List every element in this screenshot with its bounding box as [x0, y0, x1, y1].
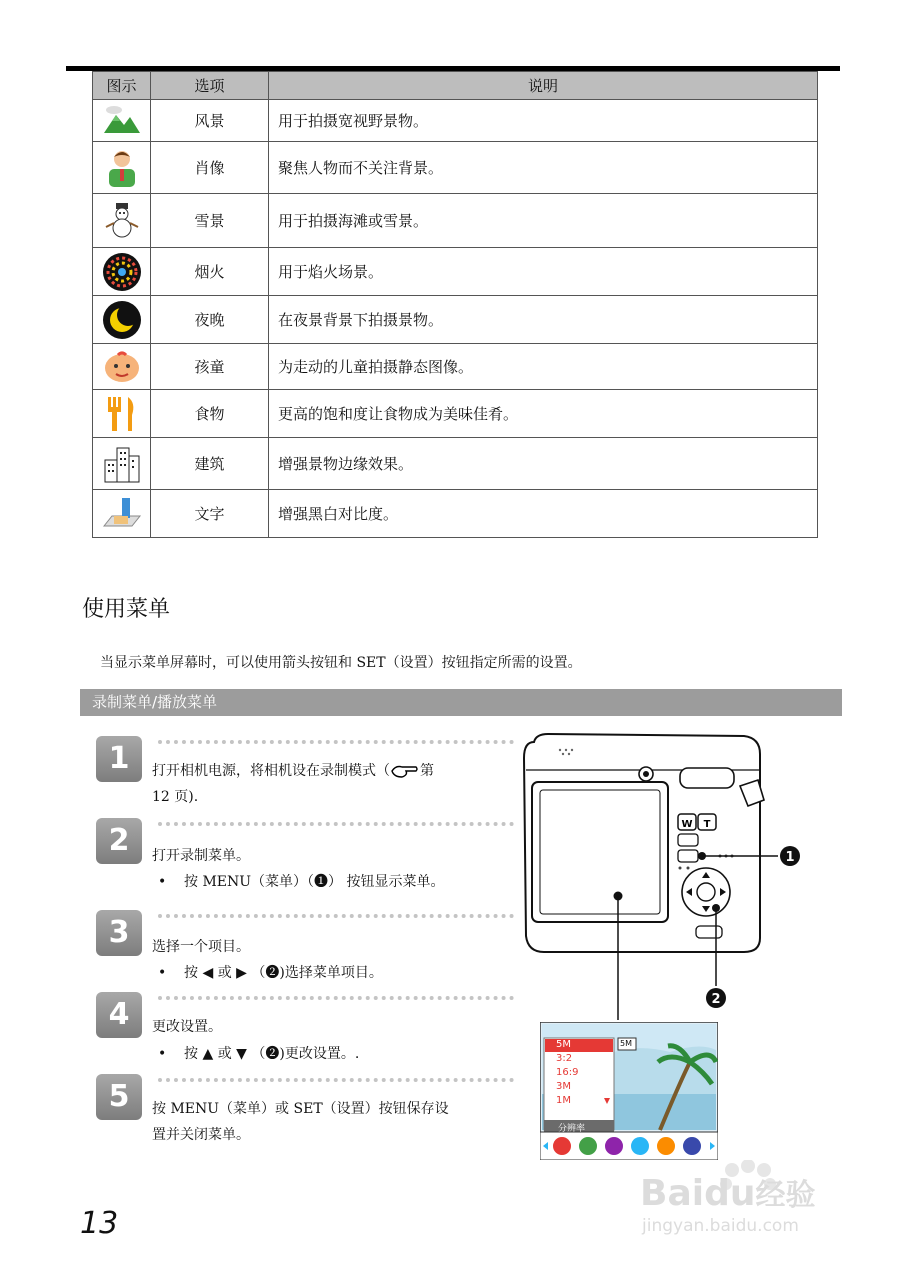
menu-option-3m[interactable]: 3M	[556, 1081, 571, 1092]
intro-paragraph: 当显示菜单屏幕时，可以使用箭头按钮和 SET（设置）按钮指定所需的设置。	[100, 655, 582, 671]
resolution-badge: 5M	[620, 1039, 632, 1048]
pointing-hand-icon	[390, 763, 420, 779]
table-header-row	[93, 72, 818, 100]
scene-table	[92, 71, 818, 538]
option-label: 雪景	[151, 194, 269, 248]
option-label: 建筑	[151, 438, 269, 490]
kids-icon	[102, 350, 142, 384]
table-row	[93, 296, 818, 344]
dotted-divider	[158, 996, 514, 1000]
step-bullet: 按 MENU（菜单）（❶） 按钮显示菜单。	[184, 874, 445, 890]
menu-option-3-2[interactable]: 3:2	[556, 1053, 573, 1064]
step-number: 3	[96, 910, 142, 956]
camera-illustration	[520, 730, 820, 1020]
option-label: 烟火	[151, 248, 269, 296]
watermark-url: jingyan.baidu.com	[642, 1216, 799, 1236]
table-row	[93, 194, 818, 248]
table-row	[93, 490, 818, 538]
table-row	[93, 142, 818, 194]
down-arrow-icon: ▼	[236, 1046, 247, 1062]
menu-option-1m[interactable]: 1M	[556, 1095, 571, 1106]
up-arrow-icon: ▲	[202, 1046, 214, 1062]
option-description: 为走动的儿童拍摄静态图像。	[269, 344, 818, 390]
dotted-divider	[158, 740, 514, 744]
table-row	[93, 438, 818, 490]
step-text-cont: 12 页).	[152, 789, 199, 805]
lcd-menu-screen	[540, 1022, 718, 1164]
option-description: 用于拍摄宽视野景物。	[269, 100, 818, 142]
step-text: 选择一个项目。	[152, 939, 250, 955]
menu-option-16-9[interactable]: 16:9	[556, 1067, 579, 1078]
option-label: 风景	[151, 100, 269, 142]
step-number: 4	[96, 992, 142, 1038]
food-icon	[104, 395, 140, 433]
header-option-col: 选项	[151, 72, 269, 100]
step-number: 5	[96, 1074, 142, 1120]
option-description: 用于焰火场景。	[269, 248, 818, 296]
dotted-divider	[158, 822, 514, 826]
step-text: 按 MENU（菜单）或 SET（设置）按钮保存设	[152, 1101, 449, 1117]
table-row	[93, 100, 818, 142]
table-row	[93, 344, 818, 390]
bullet-text-pre: 按	[184, 965, 198, 981]
bullet-text-post: （❷)选择菜单项目。	[251, 965, 383, 981]
header-icon-col: 图示	[93, 72, 151, 100]
text-icon	[102, 496, 142, 532]
baidu-watermark	[636, 1160, 850, 1244]
bullet-text-or: 或	[217, 1046, 232, 1062]
dotted-divider	[158, 1078, 514, 1082]
left-arrow-icon: ◀	[202, 965, 214, 981]
zoom-w-label: W	[681, 819, 693, 830]
step-4	[96, 992, 516, 1072]
option-label: 文字	[151, 490, 269, 538]
step-2	[96, 818, 516, 904]
option-label: 肖像	[151, 142, 269, 194]
building-icon	[103, 444, 141, 484]
menu-option-5m[interactable]: 5M	[556, 1039, 571, 1050]
step-5	[96, 1074, 516, 1160]
option-label: 夜晚	[151, 296, 269, 344]
option-label: 孩童	[151, 344, 269, 390]
step-1	[96, 736, 516, 816]
option-description: 在夜景背景下拍摄景物。	[269, 296, 818, 344]
section-title: 使用菜单	[82, 597, 171, 622]
watermark-cn: 经验	[755, 1178, 816, 1213]
snow-icon	[102, 201, 142, 241]
callout-2-label: 2	[711, 992, 721, 1007]
landscape-icon	[102, 103, 142, 139]
bullet-text-or: 或	[217, 965, 232, 981]
menu-label-resolution: 分辨率	[558, 1124, 586, 1134]
step-text: 打开录制菜单。	[152, 848, 250, 864]
option-description: 聚焦人物而不关注背景。	[269, 142, 818, 194]
option-description: 增强景物边缘效果。	[269, 438, 818, 490]
bullet-icon: •	[158, 1046, 167, 1062]
option-description: 更高的饱和度让食物成为美味佳肴。	[269, 390, 818, 438]
night-icon	[102, 300, 142, 340]
bullet-text-pre: 按	[184, 1046, 198, 1062]
portrait-icon	[105, 147, 139, 189]
header-desc-col: 说明	[269, 72, 818, 100]
page-number: 13	[80, 1206, 119, 1241]
zoom-t-label: T	[703, 819, 711, 830]
right-arrow-icon: ▶	[236, 965, 247, 981]
table-row	[93, 390, 818, 438]
option-description: 增强黑白对比度。	[269, 490, 818, 538]
dotted-divider	[158, 914, 514, 918]
bullet-icon: •	[158, 965, 167, 981]
watermark-brand: Baidu	[640, 1173, 756, 1214]
option-label: 食物	[151, 390, 269, 438]
bullet-icon: •	[158, 874, 167, 890]
step-number: 1	[96, 736, 142, 782]
step-text: 打开相机电源，将相机设在录制模式（	[152, 763, 390, 779]
section-band: 录制菜单/播放菜单	[80, 689, 842, 716]
fireworks-icon	[102, 252, 142, 292]
callout-1-label: 1	[785, 850, 795, 865]
table-row	[93, 248, 818, 296]
step-text-suffix: 第	[420, 763, 434, 779]
step-text-cont: 置并关闭菜单。	[152, 1127, 250, 1143]
step-3	[96, 910, 516, 990]
option-description: 用于拍摄海滩或雪景。	[269, 194, 818, 248]
step-number: 2	[96, 818, 142, 864]
bullet-text-post: （❷)更改设置。.	[251, 1046, 360, 1062]
step-text: 更改设置。	[152, 1019, 222, 1035]
